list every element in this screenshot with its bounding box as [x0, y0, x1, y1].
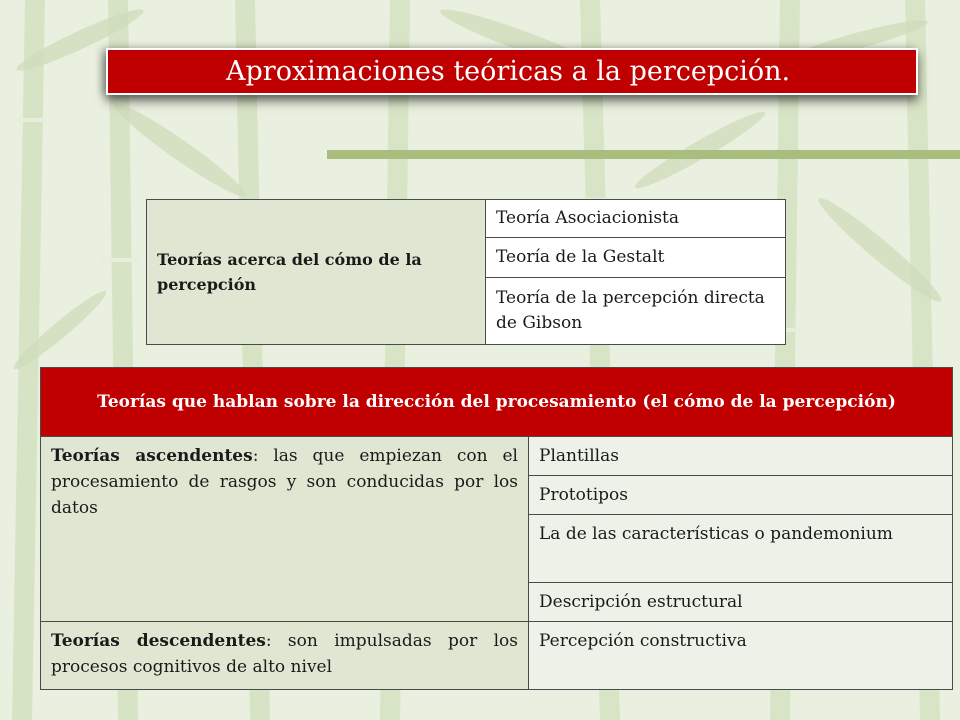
theory-item: Percepción constructiva	[529, 622, 953, 690]
table-row	[147, 200, 786, 238]
theories-how-table	[146, 199, 786, 345]
descending-theories-description: : son impulsadas por los procesos cognitivos de alto nivel	[51, 631, 518, 677]
divider-line	[327, 150, 960, 159]
theory-item: Teoría de la Gestalt	[486, 238, 786, 278]
theory-item: La de las características o pandemonium	[529, 515, 953, 583]
descending-theories-term: Teorías descendentes	[51, 631, 266, 651]
table-header-row	[41, 368, 953, 437]
theory-item: Teoría de la percepción directa de Gibson	[486, 278, 786, 345]
ascending-theories-cell	[41, 437, 529, 622]
ascending-theories-term: Teorías ascendentes	[51, 446, 253, 466]
table-header: Teorías que hablan sobre la dirección del procesamiento (el cómo de la percepción)	[41, 368, 953, 437]
theory-item: Descripción estructural	[529, 583, 953, 622]
slide-title: Aproximaciones teóricas a la percepción.	[106, 48, 918, 95]
table-row	[41, 622, 953, 690]
ascending-theories-description: : las que empiezan con el procesamiento de rasgos y son conducidas por los datos	[51, 446, 518, 518]
theory-item: Prototipos	[529, 476, 953, 515]
theory-item: Teoría Asociacionista	[486, 200, 786, 238]
table-row	[41, 437, 953, 476]
descending-theories-cell	[41, 622, 529, 690]
theories-how-label: Teorías acerca del cómo de la percepción	[147, 200, 486, 345]
processing-direction-table	[40, 367, 953, 690]
theory-item: Plantillas	[529, 437, 953, 476]
